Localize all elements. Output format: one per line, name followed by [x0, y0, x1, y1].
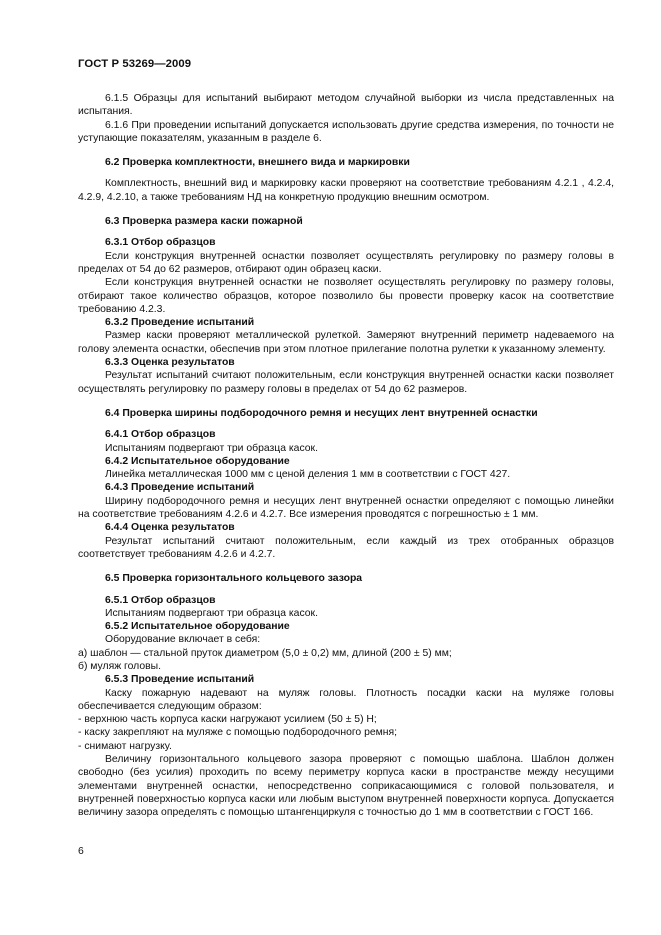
- paragraph-6-3-2: Размер каски проверяют металлической рулеткой. Замеряют внутренний периметр надеваемого на голову элемента оснастки, обеспечив при этом плотное прилегание полотна рулетки к указанному элементу.: [78, 330, 614, 355]
- paragraph-6-5-3-main: Величину горизонтального кольцевого зазора проверяют с помощью шаблона. Шаблон должен свободно (без усилия) проходить по всему периметру корпуса каски в пространстве между несущими элементами внутренней оснастки, непосредственно соприкасающимися с головой пользователя, и внутренней поверхностью корпуса каски или любым выступом внутренней поверхности корпуса. Допускается величину зазора определять с помощью штангенциркуля с точностью до 1 мм в соответствии с ГОСТ 166.: [78, 754, 614, 819]
- list-item-6-5-3-dash-2: - каску закрепляют на муляже с помощью подбородочного ремня;: [78, 727, 398, 739]
- paragraph-6-3-1-b: Если конструкция внутренней оснастки не позволяет осуществлять регулировку по размеру головы, отбирают такое количество образцов, которое позволило бы провести проверку касок на соответствие требованию 4.2.3.: [78, 277, 614, 315]
- paragraph-6-4-4: Результат испытаний считают положительным, если каждый из трех отобранных образцов соответствует требованиям 4.2.6 и 4.2.7.: [78, 535, 614, 560]
- list-item-6-5-2-a: а) шаблон — стальной пруток диаметром (5,0 ± 0,2) мм, длиной (200 ± 5) мм;: [78, 647, 452, 659]
- document-code-header: ГОСТ Р 53269—2009: [78, 58, 192, 70]
- document-body: [78, 92, 614, 820]
- heading-6-4-3: 6.4.3 Проведение испытаний: [105, 482, 255, 494]
- heading-6-5-1: 6.5.1 Отбор образцов: [105, 594, 216, 606]
- paragraph-6-4-3: Ширину подбородочного ремня и несущих лент внутренней оснастки определяют с помощью линейки на соответствие требованиям 4.2.6 и 4.2.7. Все измерения проводятся с погрешностью ± 1 мм.: [78, 495, 614, 521]
- heading-6-4: 6.4 Проверка ширины подбородочного ремня и несущих лент внутренней оснастки: [105, 407, 538, 419]
- heading-6-4-2: 6.4.2 Испытательное оборудование: [105, 455, 290, 467]
- heading-6-3: 6.3 Проверка размера каски пожарной: [105, 216, 303, 228]
- page-number: 6: [78, 846, 84, 857]
- paragraph-6-3-1-a: Если конструкция внутренней оснастки позволяет осуществлять регулировку по размеру головы в пределах от 54 до 62 размеров, отбирают один образец каски.: [78, 250, 614, 275]
- heading-6-3-3: 6.3.3 Оценка результатов: [105, 357, 235, 369]
- heading-6-5-2: 6.5.2 Испытательное оборудование: [105, 621, 290, 633]
- list-item-6-5-2-b: б) муляж головы.: [78, 660, 161, 672]
- heading-6-5-3: 6.5.3 Проведение испытаний: [105, 674, 255, 686]
- list-item-6-5-3-dash-3: - снимают нагрузку.: [78, 740, 172, 752]
- heading-6-3-1: 6.3.1 Отбор образцов: [105, 237, 216, 249]
- heading-6-4-1: 6.4.1 Отбор образцов: [105, 429, 216, 441]
- heading-6-3-2: 6.3.2 Проведение испытаний: [105, 317, 255, 329]
- paragraph-6-5-2-intro: Оборудование включает в себя:: [105, 634, 261, 646]
- paragraph-6-2: Комплектность, внешний вид и маркировку каски проверяют на соответствие требованиям 4.2.1 , 4.2.4, 4.2.9, 4.2.10, а также требованиям НД на конкретную продукцию внешним осмотром.: [78, 178, 614, 203]
- paragraph-6-4-1: Испытаниям подвергают три образца касок.: [105, 442, 318, 454]
- paragraph-6-4-2: Линейка металлическая 1000 мм с ценой деления 1 мм в соответствии с ГОСТ 427.: [105, 469, 511, 481]
- paragraph-6-5-3-intro: Каску пожарную надевают на муляж головы. Плотность посадки каски на муляже головы обеспечивается следующим образом:: [78, 687, 614, 712]
- heading-6-4-4: 6.4.4 Оценка результатов: [105, 522, 235, 534]
- heading-6-2: 6.2 Проверка комплектности, внешнего вида и маркировки: [105, 157, 410, 169]
- paragraph-6-5-1: Испытаниям подвергают три образца касок.: [105, 607, 318, 619]
- heading-6-5: 6.5 Проверка горизонтального кольцевого зазора: [105, 573, 363, 585]
- paragraph-6-3-3: Результат испытаний считают положительным, если конструкция внутренней оснастки каски позволяет осуществлять регулировку по размеру головы в пределах от 54 до 62 размеров.: [78, 370, 614, 395]
- paragraph-6-1-6: 6.1.6 При проведении испытаний допускается использовать другие средства измерения, по точности не уступающие показателям, указанным в разделе 6.: [78, 119, 614, 144]
- paragraph-6-1-5: 6.1.5 Образцы для испытаний выбирают методом случайной выборки из числа представленных на испытания.: [78, 93, 614, 118]
- list-item-6-5-3-dash-1: - верхнюю часть корпуса каски нагружают усилием (50 ± 5) Н;: [78, 714, 377, 726]
